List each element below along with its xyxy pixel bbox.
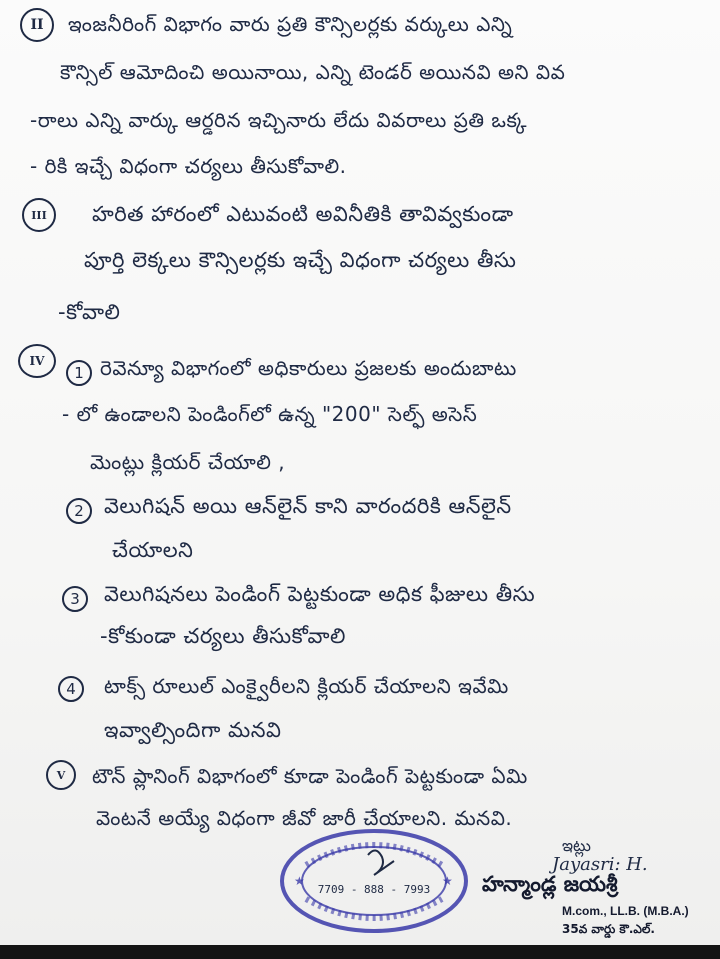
rubber-stamp [276,825,472,937]
section-ii-line-3: -రాలు ఎన్ని వార్కు ఆర్డరిన ఇచ్చినారు లేదు వివరాలు ప్రతి ఒక్క [30,108,528,132]
section-marker-iii-label: III [31,208,47,222]
svg-text:★: ★ [442,874,453,888]
printed-ward: 35వ వార్డు కౌ.ఎల్. [562,922,655,936]
section-v-line-2: వెంటనే అయ్యే విధంగా జీవో జారీ చేయాలని. మనవి. [96,806,513,830]
item-4-line-2: ఇవ్వాల్సిందిగా మనవి [104,718,282,742]
section-iii-line-1: హరిత హారంలో ఎటువంటి అవినీతికి తావివ్వకుండా [92,202,514,226]
item-number-2 [66,498,92,524]
printed-name: హన్మాండ్ల జయశ్రీ [482,872,618,896]
signature-telugu-scrawl: ఇట్లు [562,836,591,855]
item-number-1-label: 1 [74,364,84,382]
section-ii-line-1: ఇంజనీరింగ్ విభాగం వారు ప్రతి కౌన్సిలర్లకు వర్కులు ఎన్ని [68,12,513,36]
section-iii-line-3: -కోవాలి [58,300,121,324]
item-2-line-2: చేయాలని [112,538,194,562]
item-3-line-2: -కోకుండా చర్యలు తీసుకోవాలి [100,624,346,648]
section-v-line-1: టౌన్ ప్లానింగ్ విభాగంలో కూడా పెండింగ్ పెట్టకుండా ఏమి [92,764,528,788]
section-marker-iv [18,344,56,378]
section-marker-ii-label: II [30,17,44,33]
item-2-line-1: వెలుగిషన్ అయి ఆన్‌లైన్ కాని వారందరికి ఆన్‌లైన్ [104,494,512,518]
printed-qualifications: M.com., LL.B. (M.B.A.) [562,904,689,918]
item-1-line-3: మెంట్లు క్లియర్ చేయాలి , [90,450,286,474]
item-number-2-label: 2 [74,502,84,520]
section-marker-ii [20,8,54,42]
section-ii-line-4: - రికి ఇచ్చే విధంగా చర్యలు తీసుకోవాలి. [30,154,347,178]
item-number-4 [58,676,84,702]
section-ii-line-2: కౌన్సిల్ ఆమోదించి అయినాయి, ఎన్ని టెండర్ అయినవి అని వివ [60,60,566,84]
scan-bottom-edge [0,945,720,959]
item-1-line-1: రెవెన్యూ విభాగంలో అధికారులు ప్రజలకు అందుబాటు [100,356,517,380]
item-number-1 [66,360,92,386]
section-iii-line-2: పూర్తి లెక్కలు కౌన్సిలర్లకు ఇచ్చే విధంగా చర్యలు తీసు [84,248,517,272]
section-marker-v [46,760,76,790]
item-number-3-label: 3 [70,590,80,608]
item-3-line-1: వెలుగిషనలు పెండింగ్ పెట్టకుండా అధిక ఫీజులు తీసు [104,582,536,606]
section-marker-iii [22,198,56,232]
stamp-phone-number: 7709 - 888 - 7993 [317,883,431,896]
section-marker-v-label: V [56,768,66,782]
item-1-line-2: - లో ఉండాలని పెండింగ్‌లో ఉన్న "200" సెల్ఫ్ అసెస్ [62,402,478,426]
item-number-4-label: 4 [66,680,76,698]
svg-text:★: ★ [294,874,305,888]
item-number-3 [62,586,88,612]
item-4-line-1: టాక్స్ రూలుల్ ఎంక్వైరీలని క్లియర్ చేయాలని ఇవేమి [104,674,509,698]
section-marker-iv-label: IV [29,354,45,368]
signature-handwritten-name: Jayasri: H. [552,854,648,875]
